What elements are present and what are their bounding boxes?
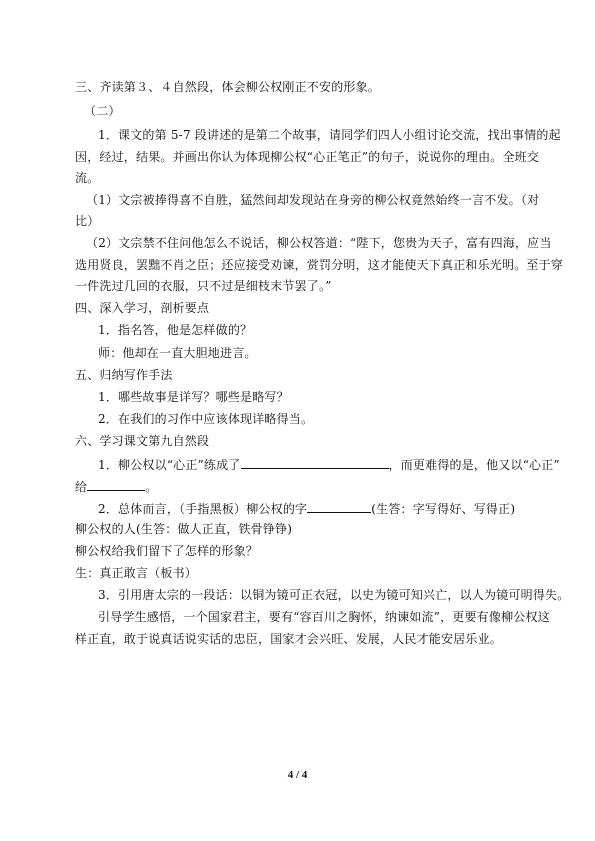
answer-blank[interactable]: [307, 499, 371, 513]
paragraph-line: 2．在我们的习作中应该体现详略得当。: [98, 412, 314, 426]
section-4-heading: 四、深入学习，剖析要点: [75, 301, 210, 315]
subsection-2-heading: （二）: [84, 104, 121, 118]
section-5-heading: 五、归纳写作手法: [75, 368, 173, 382]
paragraph-line: （2）文宗禁不住问他怎么不说话，柳公权答道：“陛下，您贵为天子，富有四海，应当: [86, 236, 552, 250]
paragraph-line: （1）文宗被捧得喜不自胜，猛然间却发现站在身旁的柳公权竟然始终一言不发。（对: [86, 193, 540, 207]
paragraph-line: 3．引用唐太宗的一段话：以铜为镜可正衣冠，以史为镜可知兴亡，以人为镜可明得失。: [98, 588, 570, 602]
paragraph-line: 1．指名答，他是怎样做的？: [98, 323, 253, 337]
page-number: 4 / 4: [287, 769, 308, 781]
paragraph-line: 师：他却在一直大胆地进言。: [98, 346, 257, 360]
paragraph-line: 样正直，敢于说真话说实话的忠臣，国家才会兴旺、发展，人民才能安居乐业。: [75, 632, 503, 646]
paragraph-line: 柳公权的人(生答：做人正直，铁骨铮铮): [75, 522, 293, 536]
fill-in-line: 给 。: [0, 477, 595, 495]
paragraph-line: 1．课文的第 5-7 段讲述的是第二个故事，请同学们四人小组讨论交流，找出事情的起: [98, 128, 561, 142]
answer-blank[interactable]: [241, 455, 389, 469]
fill-in-line: 1．柳公权以“心正”练成了 ，而更难得的是，他又以“心正”: [0, 455, 595, 473]
section-6-heading: 六、学习课文第九自然段: [75, 434, 210, 448]
paragraph-line: 因，经过，结果。并画出你认为体现柳公权“心正笔正”的句子，说说你的理由。全班交: [75, 150, 540, 164]
paragraph-line: 柳公权给我们留下了怎样的形象？: [75, 544, 259, 558]
paragraph-line: 选用贤良，罢黜不肖之臣；还应接受劝谏，赏罚分明，这才能使天下真正和乐光明。至于穿: [75, 258, 564, 272]
paragraph-line: 1．哪些故事是详写？哪些是略写？: [98, 390, 289, 404]
paragraph-line: 流。: [75, 171, 100, 185]
fill-in-line: 2．总体而言，（手指黑板）柳公权的字 (生答：字写得好、写得正): [0, 499, 595, 517]
paragraph-line: 引导学生感悟，一个国家君主，要有“容百川之胸怀，纳谏如流”，更要有像柳公权这: [98, 610, 550, 624]
answer-blank[interactable]: [87, 477, 145, 491]
paragraph-line: 比）: [75, 214, 100, 228]
paragraph-line: 生：真正敢言（板书）: [75, 566, 198, 580]
paragraph-line: 一件洗过几回的衣服，只不过是细枝末节罢了。”: [75, 279, 332, 293]
section-3-heading: 三、齐读第３、４自然段，体会柳公权刚正不安的形象。: [75, 80, 381, 94]
